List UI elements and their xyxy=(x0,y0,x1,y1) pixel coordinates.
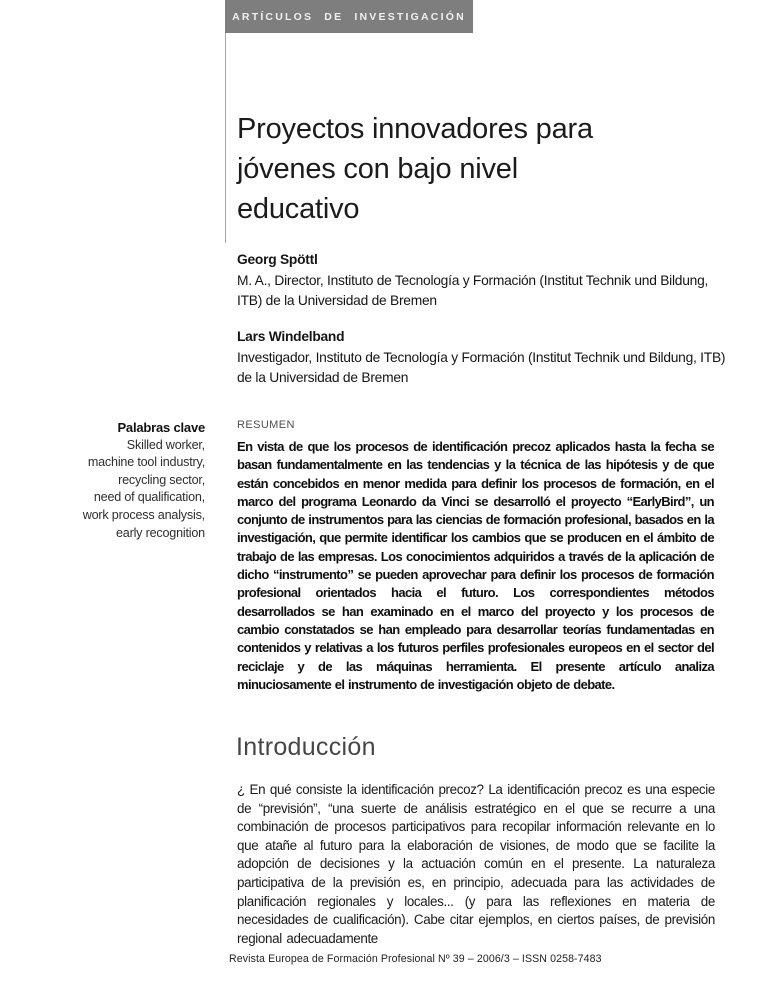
article-title-line: Proyectos innovadores para xyxy=(237,113,593,145)
author-name: Lars Windelband xyxy=(237,329,345,344)
author xyxy=(237,250,727,311)
keyword-item: work process analysis, xyxy=(82,507,205,522)
author-affiliation: Investigador, Instituto de Tecnología y Formación (Institut Technik und Bildung, ITB) de la Universidad de Bremen xyxy=(237,350,726,385)
section-heading-introduccion: Introducción xyxy=(236,733,376,761)
category-banner-label: ARTÍCULOS DE INVESTIGACIÓN xyxy=(232,10,466,23)
keyword-item: early recognition xyxy=(115,525,205,540)
abstract-block xyxy=(237,419,714,694)
article-title-line: educativo xyxy=(237,193,360,225)
keyword-item: Skilled worker, xyxy=(126,437,205,452)
authors-block xyxy=(237,250,727,388)
keyword-item: machine tool industry, xyxy=(87,455,205,470)
keywords-label: Palabras clave xyxy=(117,420,205,435)
author xyxy=(237,327,727,388)
title-rule xyxy=(225,33,226,243)
section-paragraph: ¿ En qué consiste la identificación precoz? La identificación precoz es una especie de “previsión”, “una suerte de análisis estratégico en el que se recurre a una combinación de procesos participativos para recopilar información relevante en lo que atañe al futuro para la elaboración de visiones, de modo que se facilite la adopción de decisiones y la actuación común en el presente. La naturaleza participativa de la previsión es, en principio, adecuada para las actividades de planificación regionales y locales... (y para las reflexiones en materia de necesidades de cualificación). Cabe citar ejemplos, en ciertos países, de previsión regional adecuadamente xyxy=(237,782,715,946)
keyword-item: need of qualification, xyxy=(93,490,205,505)
abstract-label: RESUMEN xyxy=(237,419,295,431)
author-name: Georg Spöttl xyxy=(237,252,318,267)
keywords-block xyxy=(0,419,205,542)
article-title xyxy=(237,109,593,229)
author-affiliation: M. A., Director, Instituto de Tecnología y Formación (Institut Technik und Bildung, ITB) de la Universidad de Bremen xyxy=(237,273,709,308)
abstract-text: En vista de que los procesos de identificación precoz aplicados hasta la fecha se basan fundamentalmente en las tendencias y la técnica de las hipótesis y de que están concebidos en menor medida para definir los procesos de formación, en el marco del programa Leonardo da Vinci se desarrolló el proyecto “EarlyBird”, un conjunto de instrumentos para las ciencias de formación profesional, basados en la investigación, que permite identificar los cambios que se producen en el ámbito de trabajo de las empresas. Los conocimientos adquiridos a través de la aplicación de dicho “instrumento” se pueden aprovechar para definir los procesos de formación profesional orientados hacia el futuro. Los correspondientes métodos desarrollados se han examinado en el marco del proyecto y los procesos de cambio constatados se han empleado para desarrollar teorías fundamentadas en contenidos y relativas a los futuros perfiles profesionales europeos en el sector del reciclaje y de las máquinas herramienta. El presente artículo analiza minuciosamente el instrumento de investigación objeto de debate. xyxy=(237,439,714,692)
article-title-line: jóvenes con bajo nivel xyxy=(237,153,518,185)
keyword-item: recycling sector, xyxy=(118,472,205,487)
category-banner xyxy=(225,0,473,33)
journal-footer: Revista Europea de Formación Profesional Nº 39 – 2006/3 – ISSN 0258-7483 xyxy=(229,953,602,965)
resumen-section xyxy=(0,419,768,694)
